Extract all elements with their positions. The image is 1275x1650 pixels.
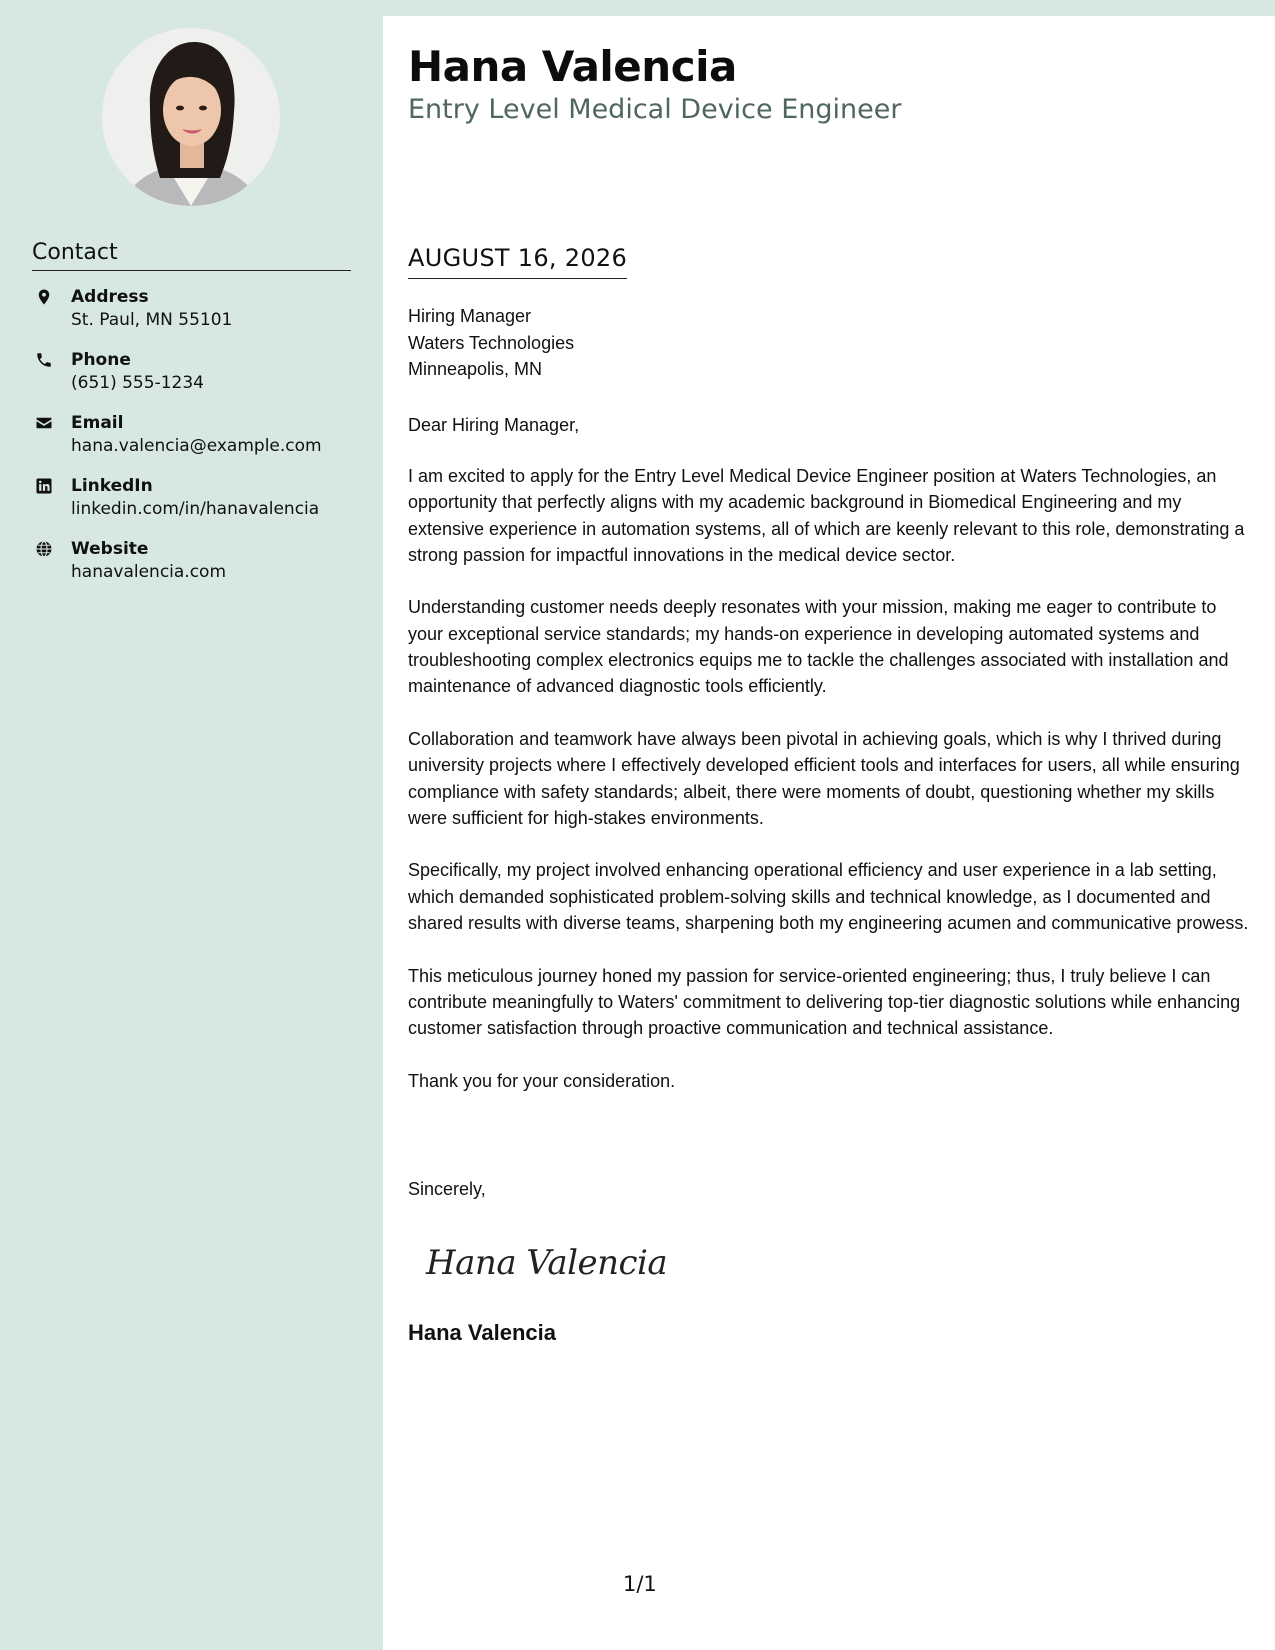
body-paragraph: Specifically, my project involved enhancing operational efficiency and user experience in a lab setting, which demanded sophisticated problem-solving skills and technical knowledge, as I documented and shared results with diverse teams, sharpening both my engineering acumen and communicative prowess.: [408, 860, 1249, 934]
globe-icon: [34, 539, 54, 559]
letter-date: AUGUST 16, 2026: [408, 244, 627, 279]
letter-body: [408, 463, 1253, 1120]
recipient-line: Waters Technologies: [408, 332, 575, 353]
applicant-title: Entry Level Medical Device Engineer: [408, 94, 902, 125]
contact-address: [32, 286, 362, 349]
contact-address-label: Address: [71, 287, 149, 307]
sidebar: [0, 0, 383, 1650]
letter-main: [408, 0, 1253, 1650]
signature-image: [422, 1234, 682, 1290]
letter-date-wrap: [408, 244, 627, 279]
contact-address-value: St. Paul, MN 55101: [71, 310, 233, 330]
contact-email-label: Email: [71, 413, 124, 433]
profile-photo: [102, 28, 280, 206]
recipient-line: Hiring Manager: [408, 306, 532, 326]
handwritten-signature: [422, 1234, 682, 1290]
envelope-icon: [34, 413, 54, 433]
profile-portrait-image: [102, 28, 280, 206]
body-paragraph: I am excited to apply for the Entry Level Medical Device Engineer position at Waters Technologies, an opportunity that perfectly aligns with my academic background in Biomedical Engineering and my extensive experience in automation systems, all of which are keenly relevant to this role, demonstrating a strong passion for impactful innovations in the medical device sector.: [408, 466, 1245, 565]
contact-website: [32, 538, 362, 601]
body-paragraph: Understanding customer needs deeply resonates with your mission, making me eager to contribute to your exceptional service standards; my hands-on experience in developing automated systems and troubleshooting complex electronics equips me to tackle the challenges associated with installation and maintenance of advanced diagnostic tools efficiently.: [408, 597, 1229, 697]
contact-list: [32, 286, 362, 601]
contact-linkedin: [32, 475, 362, 538]
body-paragraph: This meticulous journey honed my passion for service-oriented engineering; thus, I truly believe I can contribute meaningfully to Waters' commitment to delivering top-tier diagnostic solutions while enhancing customer satisfaction through proactive communication and technical assistance.: [408, 965, 1241, 1039]
signer-name: Hana Valencia: [408, 1320, 556, 1345]
recipient-line: Minneapolis, MN: [408, 359, 543, 379]
contact-heading: Contact: [32, 240, 351, 271]
body-paragraph: Collaboration and teamwork have always been pivotal in achieving goals, which is why I thrived during university projects where I effectively developed efficient tools and interfaces for users, all while ensuring compliance with safety standards; albeit, there were moments of doubt, questioning whether my skills were sufficient for high-stakes environments.: [408, 728, 1240, 828]
contact-phone: [32, 349, 362, 412]
contact-email-value: hana.valencia@example.com: [71, 436, 322, 456]
map-pin-icon: [34, 287, 54, 307]
body-paragraph: Thank you for your consideration.: [408, 1070, 676, 1091]
closing: Sincerely,: [408, 1179, 486, 1199]
salutation: Dear Hiring Manager,: [408, 415, 580, 435]
contact-website-value: hanavalencia.com: [71, 562, 227, 582]
contact-phone-label: Phone: [71, 350, 131, 370]
contact-email: [32, 412, 362, 475]
svg-text:Hana Valencia: Hana Valencia: [426, 1243, 668, 1283]
linkedin-icon: [34, 476, 54, 496]
contact-phone-value: (651) 555-1234: [71, 373, 204, 393]
contact-website-label: Website: [71, 539, 149, 559]
recipient-block: [408, 303, 574, 383]
phone-icon: [34, 350, 54, 370]
applicant-name: Hana Valencia: [408, 42, 737, 91]
contact-linkedin-value: linkedin.com/in/hanavalencia: [71, 499, 320, 519]
contact-linkedin-label: LinkedIn: [71, 476, 153, 496]
page-number: 1/1: [623, 1572, 657, 1596]
